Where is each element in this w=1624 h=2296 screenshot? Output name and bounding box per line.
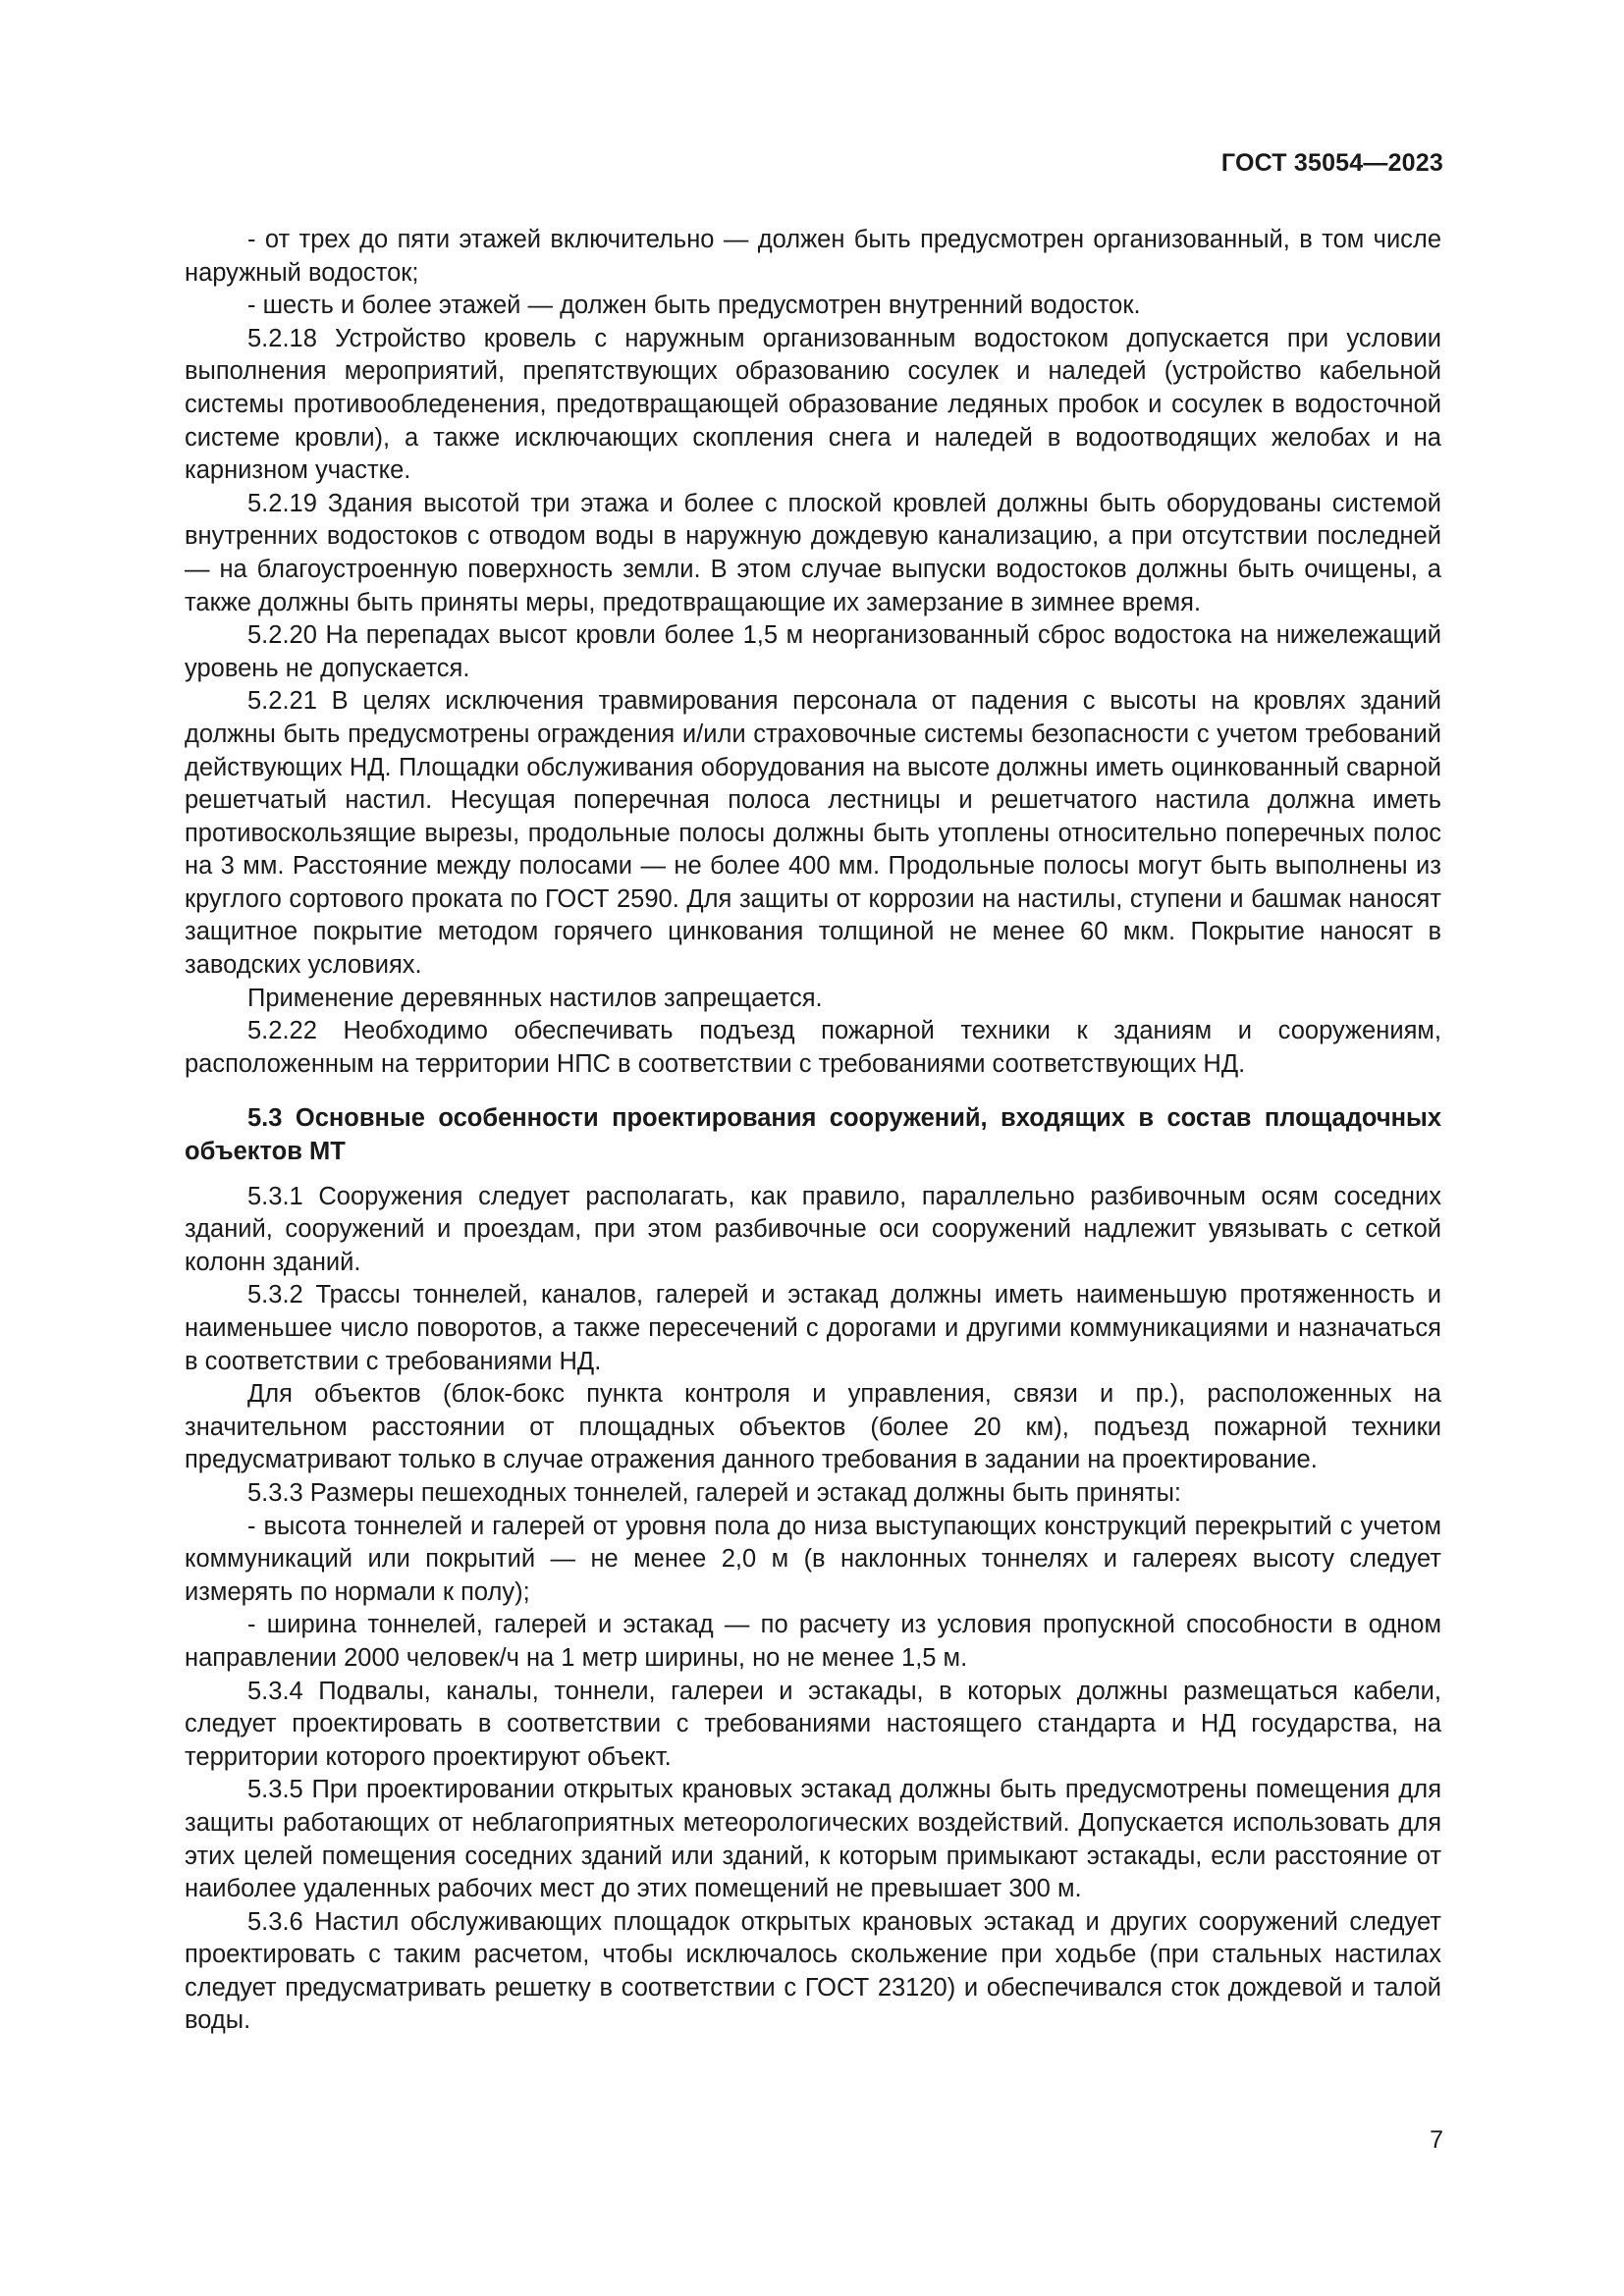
page-number: 7	[1430, 2126, 1443, 2154]
clause-5-3-2-remote-objects: Для объектов (блок-бокс пункта контроля и управления, связи и пр.), расположенных на значительном расстоянии от площадных объектов (более 20 км), подъезд пожарной техники предусматривают только в случае отражения данного требования в задании на проектирование.	[185, 1380, 1441, 1474]
document-body	[185, 224, 1441, 2038]
clause-5-3-1: 5.3.1 Сооружения следует располагать, как правило, параллельно разбивочным осям соседних зданий, сооружений и проездам, при этом разбивочные оси сооружений надлежит увязывать с сеткой колонн зданий.	[185, 1182, 1441, 1276]
clause-5-3-4: 5.3.4 Подвалы, каналы, тоннели, галереи и эстакады, в которых должны размещаться кабели, следует проектировать в соответствии с требованиями настоящего стандарта и НД государства, на территории которого проектируют объект.	[185, 1677, 1441, 1771]
list-item-three-to-five-floors: - от трех до пяти этажей включительно — должен быть предусмотрен организованный, в том числе наружный водосток;	[185, 226, 1441, 287]
clause-5-2-21: 5.2.21 В целях исключения травмирования персонала от падения с высоты на кровлях зданий должны быть предусмотрены ограждения и/или страховочные системы безопасности с учетом требований действующих НД. Площадки обслуживания оборудования на высоте должны иметь оцинкованный сварной решетчатый настил. Несущая поперечная полоса лестницы и решетчатого настила должна иметь противоскользящие вырезы, продольные полосы должны быть утоплены относительно поперечных полос на 3 мм. Расстояние между полосами — не более 400 мм. Продольные полосы могут быть выполнены из круглого сортового проката по ГОСТ 2590. Для защиты от коррозии на настилы, ступени и башмак наносят защитное покрытие методом горячего цинкования толщиной не менее 60 мкм. Покрытие наносят в заводских условиях.	[185, 687, 1441, 980]
list-item-six-floors: - шесть и более этажей — должен быть предусмотрен внутренний водосток.	[247, 292, 1141, 320]
clause-5-2-19: 5.2.19 Здания высотой три этажа и более с плоской кровлей должны быть оборудованы системой внутренних водостоков с отводом воды в наружную дождевую канализацию, а при отсутствии последней — на благоустроенную поверхность земли. В этом случае выпуски водостоков должны быть очищены, а также должны быть приняты меры, предотвращающие их замерзание в зимнее время.	[185, 489, 1441, 616]
document-header-standard-id: ГОСТ 35054—2023	[1220, 149, 1443, 177]
clause-5-3-5: 5.3.5 При проектировании открытых крановых эстакад должны быть предусмотрены помещения для защиты работающих от неблагоприятных метеорологических воздействий. Допускается использовать для этих целей помещения соседних зданий или зданий, к которым примыкают эстакады, если расстояние от наиболее удаленных рабочих мест до этих помещений не превышает 300 м.	[185, 1776, 1441, 1903]
clause-5-3-2: 5.3.2 Трассы тоннелей, каналов, галерей и эстакад должны иметь наименьшую протяженность и наименьшее число поворотов, а также пересечений с дорогами и другими коммуникациями и назначаться в соответствии с требованиями НД.	[185, 1281, 1441, 1375]
clause-5-2-22: 5.2.22 Необходимо обеспечивать подъезд пожарной техники к зданиям и сооружениям, расположенным на территории НПС в соответствии с требованиями соответствующих НД.	[185, 1017, 1441, 1078]
clause-5-2-20: 5.2.20 На перепадах высот кровли более 1,5 м неорганизованный сброс водостока на нижележащий уровень не допускается.	[185, 621, 1441, 682]
clause-5-2-18: 5.2.18 Устройство кровель с наружным организованным водостоком допускается при условии выполнения мероприятий, препятствующих образованию сосулек и наледей (устройство кабельной системы противообледенения, предотвращающей образование ледяных пробок и сосулек в водосточной системе кровли), а также исключающих скопления снега и наледей в водоотводящих желобах и на карнизном участке.	[185, 324, 1441, 485]
clause-5-3-3: 5.3.3 Размеры пешеходных тоннелей, галерей и эстакад должны быть приняты:	[247, 1478, 1182, 1507]
clause-5-2-21-wooden-decking: Применение деревянных настилов запрещается.	[247, 984, 823, 1012]
clause-5-3-3-height: - высота тоннелей и галерей от уровня пола до низа выступающих конструкций перекрытий с учетом коммуникаций или покрытий — не менее 2,0 м (в наклонных тоннелях и галереях высоту следует измерять по нормали к полу);	[185, 1512, 1441, 1606]
clause-5-3-3-width: - ширина тоннелей, галерей и эстакад — по расчету из условия пропускной способности в одном направлении 2000 человек/ч на 1 метр ширины, но не менее 1,5 м.	[185, 1611, 1441, 1672]
section-heading-5-3: 5.3 Основные особенности проектирования сооружений, входящих в состав площадочных объектов МТ	[185, 1104, 1441, 1166]
clause-5-3-6: 5.3.6 Настил обслуживающих площадок открытых крановых эстакад и других сооружений следует проектировать с таким расчетом, чтобы исключалось скольжение при ходьбе (при стальных настилах следует предусматривать решетку в соответствии с ГОСТ 23120) и обеспечивался сток дождевой и талой воды.	[185, 1907, 1441, 2035]
